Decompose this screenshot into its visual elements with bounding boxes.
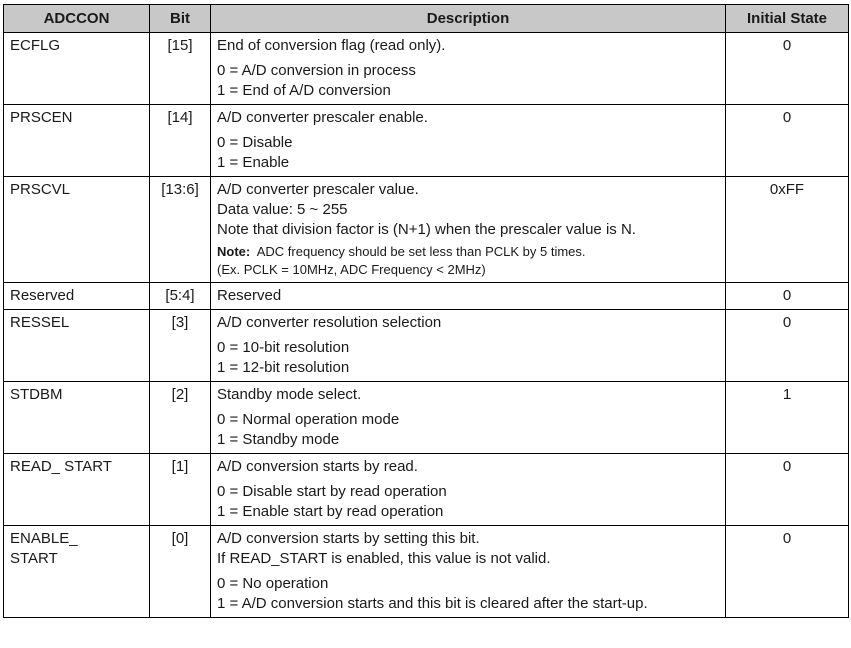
field-bit: [3] (150, 310, 211, 382)
field-description (211, 105, 726, 177)
field-initial-state: 0 (726, 310, 849, 382)
field-name: READ_ START (4, 454, 150, 526)
description-main: A/D conversion starts by setting this bit. (217, 530, 480, 547)
description-line: If READ_START is enabled, this value is not valid. (217, 550, 551, 567)
table-row (4, 454, 849, 526)
description-option: 0 = Disable start by read operation (217, 483, 447, 500)
table-row (4, 382, 849, 454)
field-initial-state: 0 (726, 454, 849, 526)
field-name: STDBM (4, 382, 150, 454)
field-bit: [5:4] (150, 283, 211, 310)
header-bit: Bit (150, 5, 211, 33)
description-option: 1 = Enable (217, 154, 290, 171)
description-main: End of conversion flag (read only). (217, 37, 446, 54)
field-name: Reserved (4, 283, 150, 310)
description-main: A/D converter prescaler enable. (217, 109, 428, 126)
field-initial-state: 0xFF (726, 177, 849, 283)
description-option: 0 = No operation (217, 575, 329, 592)
table-row (4, 310, 849, 382)
field-name: PRSCVL (4, 177, 150, 283)
description-option: 0 = A/D conversion in process (217, 62, 416, 79)
description-main: Reserved (217, 287, 282, 304)
field-initial-state: 1 (726, 382, 849, 454)
description-main: A/D conversion starts by read. (217, 458, 418, 475)
description-note (217, 243, 719, 261)
header-register: ADCCON (4, 5, 150, 33)
field-bit: [14] (150, 105, 211, 177)
field-bit: [2] (150, 382, 211, 454)
field-description (211, 310, 726, 382)
table-row (4, 105, 849, 177)
description-option: 1 = End of A/D conversion (217, 82, 391, 99)
table-row (4, 283, 849, 310)
note-label: Note: (217, 244, 251, 259)
field-name (4, 526, 150, 618)
field-description (211, 283, 726, 310)
description-option: 1 = A/D conversion starts and this bit is cleared after the start-up. (217, 595, 648, 612)
field-name-line: ENABLE_ (10, 530, 78, 547)
description-line: Data value: 5 ~ 255 (217, 201, 348, 218)
field-initial-state: 0 (726, 283, 849, 310)
description-option: 0 = Normal operation mode (217, 411, 400, 428)
field-bit: [0] (150, 526, 211, 618)
field-bit: [13:6] (150, 177, 211, 283)
header-row (4, 5, 849, 33)
field-initial-state: 0 (726, 526, 849, 618)
description-option: 1 = 12-bit resolution (217, 359, 350, 376)
field-initial-state: 0 (726, 105, 849, 177)
field-name: ECFLG (4, 33, 150, 105)
field-bit: [15] (150, 33, 211, 105)
field-description (211, 526, 726, 618)
table-row (4, 526, 849, 618)
header-initial-state: Initial State (726, 5, 849, 33)
field-description (211, 177, 726, 283)
field-name-line: START (10, 550, 58, 567)
register-table (3, 4, 849, 618)
description-main: Standby mode select. (217, 386, 362, 403)
description-main: A/D converter resolution selection (217, 314, 442, 331)
header-description: Description (211, 5, 726, 33)
field-name: RESSEL (4, 310, 150, 382)
note-example: (Ex. PCLK = 10MHz, ADC Frequency < 2MHz) (217, 262, 486, 277)
description-main: A/D converter prescaler value. (217, 181, 419, 198)
description-option: 0 = 10-bit resolution (217, 339, 350, 356)
table-row (4, 33, 849, 105)
note-text: ADC frequency should be set less than PCLK by 5 times. (256, 244, 586, 259)
field-initial-state: 0 (726, 33, 849, 105)
field-bit: [1] (150, 454, 211, 526)
field-name: PRSCEN (4, 105, 150, 177)
description-option: 1 = Standby mode (217, 431, 340, 448)
field-description (211, 33, 726, 105)
table-row (4, 177, 849, 283)
field-description (211, 454, 726, 526)
field-description (211, 382, 726, 454)
description-line: Note that division factor is (N+1) when the prescaler value is N. (217, 221, 636, 238)
description-option: 1 = Enable start by read operation (217, 503, 444, 520)
description-option: 0 = Disable (217, 134, 293, 151)
